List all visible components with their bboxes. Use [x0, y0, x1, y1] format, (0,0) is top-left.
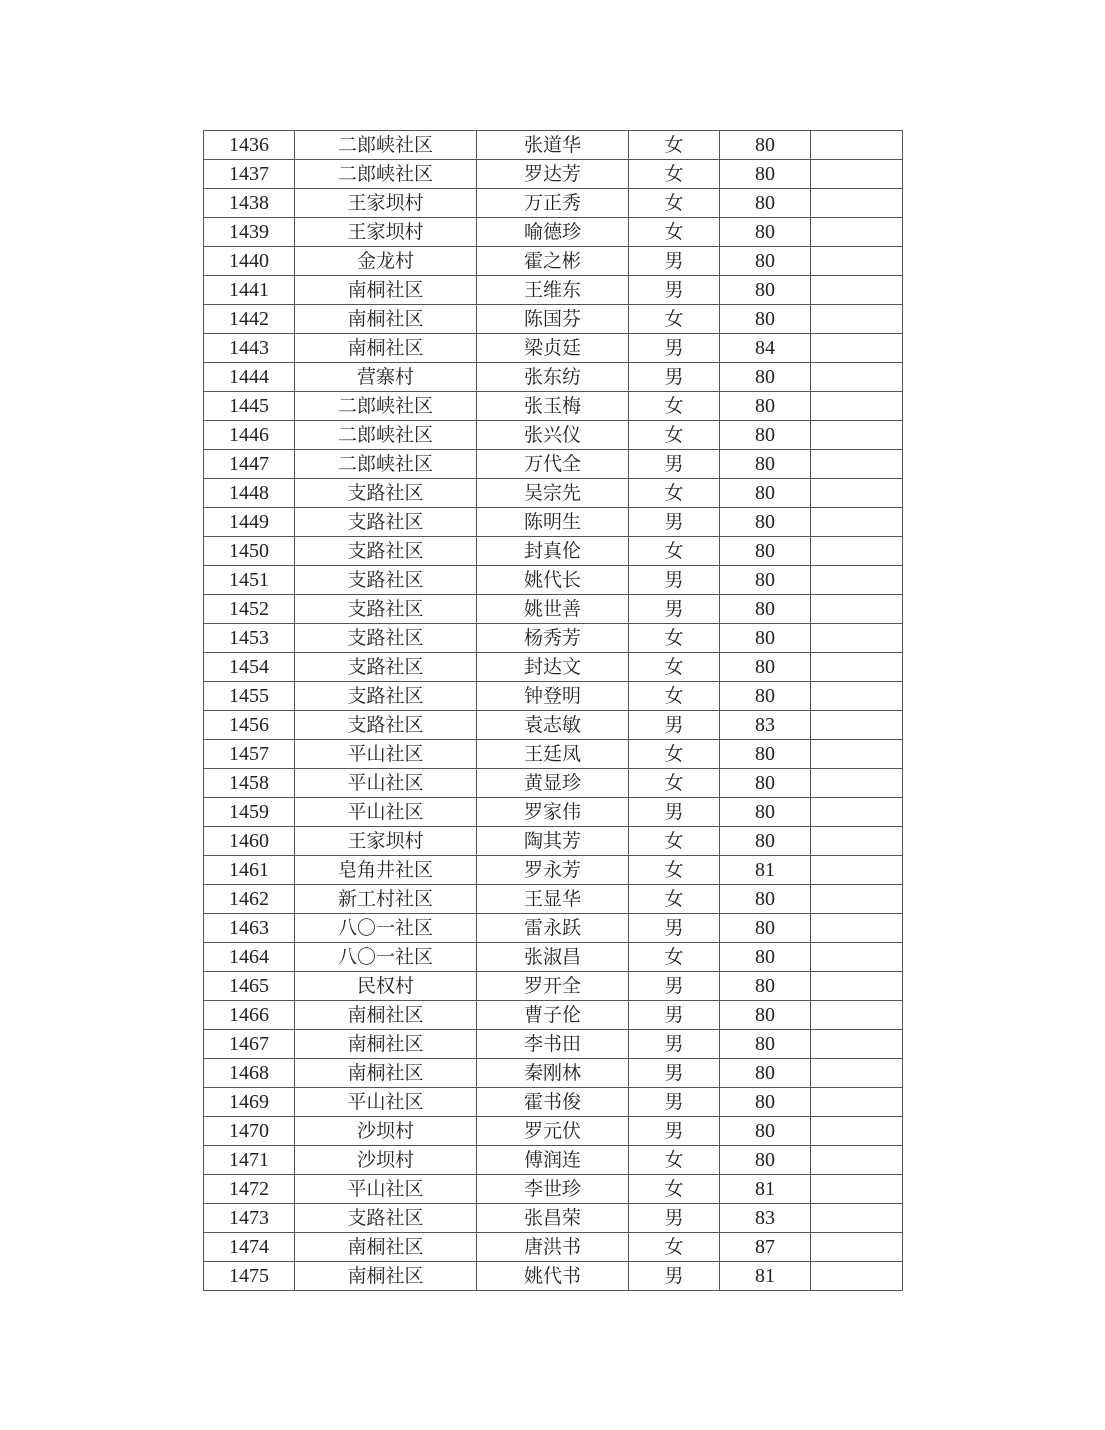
table-row	[204, 218, 903, 247]
note-cell	[811, 363, 903, 392]
age-cell: 80	[720, 798, 811, 827]
age-cell: 80	[720, 189, 811, 218]
roster-body	[204, 131, 903, 1291]
sex-cell: 男	[629, 334, 720, 363]
person-name-cell: 陈国芬	[477, 305, 629, 334]
age-cell: 80	[720, 1030, 811, 1059]
serial-number-cell: 1475	[204, 1262, 295, 1291]
table-row	[204, 508, 903, 537]
table-row	[204, 392, 903, 421]
serial-number-cell: 1438	[204, 189, 295, 218]
person-name-cell: 唐洪书	[477, 1233, 629, 1262]
note-cell	[811, 131, 903, 160]
sex-cell: 女	[629, 682, 720, 711]
elderly-roster-table	[203, 130, 903, 1291]
person-name-cell: 喻德珍	[477, 218, 629, 247]
sex-cell: 男	[629, 276, 720, 305]
person-name-cell: 梁贞廷	[477, 334, 629, 363]
table-row	[204, 537, 903, 566]
table-row	[204, 305, 903, 334]
age-cell: 80	[720, 827, 811, 856]
note-cell	[811, 1204, 903, 1233]
note-cell	[811, 1001, 903, 1030]
sex-cell: 女	[629, 160, 720, 189]
serial-number-cell: 1473	[204, 1204, 295, 1233]
sex-cell: 男	[629, 1001, 720, 1030]
community-cell: 平山社区	[295, 1088, 477, 1117]
serial-number-cell: 1450	[204, 537, 295, 566]
person-name-cell: 秦刚林	[477, 1059, 629, 1088]
serial-number-cell: 1440	[204, 247, 295, 276]
table-row	[204, 595, 903, 624]
community-cell: 支路社区	[295, 711, 477, 740]
serial-number-cell: 1437	[204, 160, 295, 189]
serial-number-cell: 1472	[204, 1175, 295, 1204]
sex-cell: 男	[629, 1059, 720, 1088]
age-cell: 80	[720, 363, 811, 392]
age-cell: 80	[720, 1059, 811, 1088]
person-name-cell: 张兴仪	[477, 421, 629, 450]
table-row	[204, 566, 903, 595]
age-cell: 83	[720, 711, 811, 740]
person-name-cell: 姚代书	[477, 1262, 629, 1291]
age-cell: 80	[720, 392, 811, 421]
serial-number-cell: 1449	[204, 508, 295, 537]
note-cell	[811, 595, 903, 624]
table-row	[204, 479, 903, 508]
person-name-cell: 王显华	[477, 885, 629, 914]
sex-cell: 男	[629, 1262, 720, 1291]
table-row	[204, 1175, 903, 1204]
serial-number-cell: 1458	[204, 769, 295, 798]
table-row	[204, 885, 903, 914]
age-cell: 83	[720, 1204, 811, 1233]
age-cell: 80	[720, 450, 811, 479]
serial-number-cell: 1446	[204, 421, 295, 450]
community-cell: 南桐社区	[295, 1059, 477, 1088]
table-row	[204, 769, 903, 798]
age-cell: 80	[720, 653, 811, 682]
table-row	[204, 798, 903, 827]
table-row	[204, 1030, 903, 1059]
sex-cell: 女	[629, 479, 720, 508]
note-cell	[811, 305, 903, 334]
community-cell: 王家坝村	[295, 218, 477, 247]
note-cell	[811, 624, 903, 653]
community-cell: 平山社区	[295, 740, 477, 769]
person-name-cell: 傅润连	[477, 1146, 629, 1175]
community-cell: 南桐社区	[295, 276, 477, 305]
serial-number-cell: 1456	[204, 711, 295, 740]
sex-cell: 女	[629, 624, 720, 653]
table-row	[204, 827, 903, 856]
community-cell: 支路社区	[295, 653, 477, 682]
serial-number-cell: 1464	[204, 943, 295, 972]
community-cell: 平山社区	[295, 1175, 477, 1204]
age-cell: 80	[720, 943, 811, 972]
note-cell	[811, 334, 903, 363]
table-row	[204, 1204, 903, 1233]
sex-cell: 男	[629, 798, 720, 827]
person-name-cell: 罗开全	[477, 972, 629, 1001]
serial-number-cell: 1452	[204, 595, 295, 624]
age-cell: 80	[720, 218, 811, 247]
sex-cell: 女	[629, 537, 720, 566]
note-cell	[811, 247, 903, 276]
age-cell: 80	[720, 769, 811, 798]
person-name-cell: 罗永芳	[477, 856, 629, 885]
table-row	[204, 740, 903, 769]
sex-cell: 女	[629, 1146, 720, 1175]
table-row	[204, 450, 903, 479]
person-name-cell: 姚代长	[477, 566, 629, 595]
person-name-cell: 罗元伏	[477, 1117, 629, 1146]
age-cell: 80	[720, 682, 811, 711]
serial-number-cell: 1444	[204, 363, 295, 392]
note-cell	[811, 421, 903, 450]
community-cell: 支路社区	[295, 682, 477, 711]
age-cell: 80	[720, 131, 811, 160]
serial-number-cell: 1443	[204, 334, 295, 363]
community-cell: 南桐社区	[295, 1030, 477, 1059]
note-cell	[811, 1059, 903, 1088]
serial-number-cell: 1466	[204, 1001, 295, 1030]
person-name-cell: 霍之彬	[477, 247, 629, 276]
person-name-cell: 黄显珍	[477, 769, 629, 798]
person-name-cell: 罗达芳	[477, 160, 629, 189]
age-cell: 80	[720, 1001, 811, 1030]
sex-cell: 女	[629, 131, 720, 160]
sex-cell: 女	[629, 653, 720, 682]
note-cell	[811, 856, 903, 885]
person-name-cell: 封真伦	[477, 537, 629, 566]
community-cell: 皂角井社区	[295, 856, 477, 885]
table-row	[204, 624, 903, 653]
person-name-cell: 雷永跃	[477, 914, 629, 943]
serial-number-cell: 1471	[204, 1146, 295, 1175]
community-cell: 平山社区	[295, 769, 477, 798]
note-cell	[811, 972, 903, 1001]
table-row	[204, 943, 903, 972]
serial-number-cell: 1441	[204, 276, 295, 305]
serial-number-cell: 1465	[204, 972, 295, 1001]
age-cell: 80	[720, 740, 811, 769]
note-cell	[811, 1175, 903, 1204]
community-cell: 支路社区	[295, 566, 477, 595]
serial-number-cell: 1467	[204, 1030, 295, 1059]
sex-cell: 男	[629, 972, 720, 1001]
person-name-cell: 陶其芳	[477, 827, 629, 856]
community-cell: 沙坝村	[295, 1146, 477, 1175]
age-cell: 80	[720, 1117, 811, 1146]
serial-number-cell: 1439	[204, 218, 295, 247]
age-cell: 81	[720, 1175, 811, 1204]
community-cell: 南桐社区	[295, 1262, 477, 1291]
sex-cell: 男	[629, 1030, 720, 1059]
sex-cell: 男	[629, 508, 720, 537]
serial-number-cell: 1470	[204, 1117, 295, 1146]
sex-cell: 女	[629, 421, 720, 450]
note-cell	[811, 943, 903, 972]
person-name-cell: 霍书俊	[477, 1088, 629, 1117]
serial-number-cell: 1451	[204, 566, 295, 595]
age-cell: 80	[720, 276, 811, 305]
sex-cell: 女	[629, 856, 720, 885]
sex-cell: 男	[629, 1204, 720, 1233]
note-cell	[811, 769, 903, 798]
age-cell: 80	[720, 624, 811, 653]
age-cell: 81	[720, 856, 811, 885]
serial-number-cell: 1454	[204, 653, 295, 682]
person-name-cell: 张玉梅	[477, 392, 629, 421]
sex-cell: 男	[629, 595, 720, 624]
person-name-cell: 陈明生	[477, 508, 629, 537]
note-cell	[811, 1088, 903, 1117]
serial-number-cell: 1442	[204, 305, 295, 334]
table-row	[204, 189, 903, 218]
person-name-cell: 王维东	[477, 276, 629, 305]
sex-cell: 女	[629, 1233, 720, 1262]
note-cell	[811, 566, 903, 595]
sex-cell: 女	[629, 943, 720, 972]
community-cell: 八〇一社区	[295, 943, 477, 972]
age-cell: 84	[720, 334, 811, 363]
age-cell: 80	[720, 160, 811, 189]
community-cell: 王家坝村	[295, 189, 477, 218]
community-cell: 王家坝村	[295, 827, 477, 856]
person-name-cell: 万代全	[477, 450, 629, 479]
sex-cell: 男	[629, 450, 720, 479]
person-name-cell: 张道华	[477, 131, 629, 160]
table-row	[204, 711, 903, 740]
note-cell	[811, 392, 903, 421]
community-cell: 二郎峡社区	[295, 131, 477, 160]
table-row	[204, 914, 903, 943]
note-cell	[811, 1117, 903, 1146]
sex-cell: 男	[629, 711, 720, 740]
sex-cell: 男	[629, 1117, 720, 1146]
table-row	[204, 276, 903, 305]
age-cell: 80	[720, 1146, 811, 1175]
note-cell	[811, 189, 903, 218]
serial-number-cell: 1436	[204, 131, 295, 160]
note-cell	[811, 682, 903, 711]
note-cell	[811, 711, 903, 740]
person-name-cell: 袁志敏	[477, 711, 629, 740]
note-cell	[811, 1030, 903, 1059]
person-name-cell: 王廷凤	[477, 740, 629, 769]
age-cell: 80	[720, 1088, 811, 1117]
sex-cell: 女	[629, 305, 720, 334]
table-row	[204, 1146, 903, 1175]
sex-cell: 女	[629, 218, 720, 247]
sex-cell: 男	[629, 247, 720, 276]
serial-number-cell: 1462	[204, 885, 295, 914]
table-row	[204, 1059, 903, 1088]
sex-cell: 男	[629, 914, 720, 943]
serial-number-cell: 1447	[204, 450, 295, 479]
table-row	[204, 972, 903, 1001]
table-row	[204, 1117, 903, 1146]
community-cell: 民权村	[295, 972, 477, 1001]
note-cell	[811, 218, 903, 247]
community-cell: 南桐社区	[295, 1001, 477, 1030]
age-cell: 80	[720, 247, 811, 276]
note-cell	[811, 1233, 903, 1262]
community-cell: 平山社区	[295, 798, 477, 827]
community-cell: 二郎峡社区	[295, 160, 477, 189]
person-name-cell: 封达文	[477, 653, 629, 682]
community-cell: 南桐社区	[295, 305, 477, 334]
age-cell: 80	[720, 421, 811, 450]
community-cell: 二郎峡社区	[295, 392, 477, 421]
serial-number-cell: 1448	[204, 479, 295, 508]
age-cell: 80	[720, 972, 811, 1001]
community-cell: 新工村社区	[295, 885, 477, 914]
person-name-cell: 罗家伟	[477, 798, 629, 827]
table-row	[204, 334, 903, 363]
person-name-cell: 张淑昌	[477, 943, 629, 972]
person-name-cell: 姚世善	[477, 595, 629, 624]
sex-cell: 女	[629, 769, 720, 798]
note-cell	[811, 537, 903, 566]
note-cell	[811, 1262, 903, 1291]
age-cell: 80	[720, 508, 811, 537]
table-row	[204, 363, 903, 392]
note-cell	[811, 1146, 903, 1175]
sex-cell: 女	[629, 1175, 720, 1204]
note-cell	[811, 508, 903, 537]
table-row	[204, 653, 903, 682]
note-cell	[811, 450, 903, 479]
serial-number-cell: 1459	[204, 798, 295, 827]
sex-cell: 男	[629, 363, 720, 392]
age-cell: 80	[720, 914, 811, 943]
community-cell: 沙坝村	[295, 1117, 477, 1146]
serial-number-cell: 1463	[204, 914, 295, 943]
person-name-cell: 李世珍	[477, 1175, 629, 1204]
serial-number-cell: 1453	[204, 624, 295, 653]
age-cell: 80	[720, 595, 811, 624]
serial-number-cell: 1461	[204, 856, 295, 885]
person-name-cell: 钟登明	[477, 682, 629, 711]
note-cell	[811, 885, 903, 914]
community-cell: 支路社区	[295, 595, 477, 624]
table-row	[204, 682, 903, 711]
age-cell: 80	[720, 479, 811, 508]
note-cell	[811, 798, 903, 827]
table-row	[204, 856, 903, 885]
table-row	[204, 131, 903, 160]
sex-cell: 女	[629, 827, 720, 856]
community-cell: 二郎峡社区	[295, 421, 477, 450]
note-cell	[811, 479, 903, 508]
community-cell: 支路社区	[295, 508, 477, 537]
community-cell: 支路社区	[295, 1204, 477, 1233]
age-cell: 80	[720, 537, 811, 566]
note-cell	[811, 914, 903, 943]
community-cell: 南桐社区	[295, 1233, 477, 1262]
community-cell: 金龙村	[295, 247, 477, 276]
serial-number-cell: 1445	[204, 392, 295, 421]
table-row	[204, 1262, 903, 1291]
sex-cell: 女	[629, 189, 720, 218]
serial-number-cell: 1460	[204, 827, 295, 856]
serial-number-cell: 1469	[204, 1088, 295, 1117]
person-name-cell: 杨秀芳	[477, 624, 629, 653]
note-cell	[811, 740, 903, 769]
age-cell: 80	[720, 566, 811, 595]
community-cell: 支路社区	[295, 624, 477, 653]
person-name-cell: 万正秀	[477, 189, 629, 218]
sex-cell: 男	[629, 566, 720, 595]
table-row	[204, 1233, 903, 1262]
table-row	[204, 1001, 903, 1030]
community-cell: 支路社区	[295, 479, 477, 508]
note-cell	[811, 827, 903, 856]
community-cell: 南桐社区	[295, 334, 477, 363]
age-cell: 80	[720, 885, 811, 914]
person-name-cell: 曹子伦	[477, 1001, 629, 1030]
community-cell: 八〇一社区	[295, 914, 477, 943]
age-cell: 87	[720, 1233, 811, 1262]
person-name-cell: 吴宗先	[477, 479, 629, 508]
age-cell: 80	[720, 305, 811, 334]
sex-cell: 女	[629, 740, 720, 769]
table-row	[204, 247, 903, 276]
person-name-cell: 张昌荣	[477, 1204, 629, 1233]
serial-number-cell: 1457	[204, 740, 295, 769]
table-row	[204, 421, 903, 450]
sex-cell: 男	[629, 1088, 720, 1117]
note-cell	[811, 653, 903, 682]
age-cell: 81	[720, 1262, 811, 1291]
table-row	[204, 160, 903, 189]
table-row	[204, 1088, 903, 1117]
note-cell	[811, 276, 903, 305]
serial-number-cell: 1455	[204, 682, 295, 711]
person-name-cell: 李书田	[477, 1030, 629, 1059]
serial-number-cell: 1474	[204, 1233, 295, 1262]
sex-cell: 女	[629, 392, 720, 421]
community-cell: 支路社区	[295, 537, 477, 566]
note-cell	[811, 160, 903, 189]
community-cell: 营寨村	[295, 363, 477, 392]
person-name-cell: 张东纺	[477, 363, 629, 392]
serial-number-cell: 1468	[204, 1059, 295, 1088]
sex-cell: 女	[629, 885, 720, 914]
community-cell: 二郎峡社区	[295, 450, 477, 479]
